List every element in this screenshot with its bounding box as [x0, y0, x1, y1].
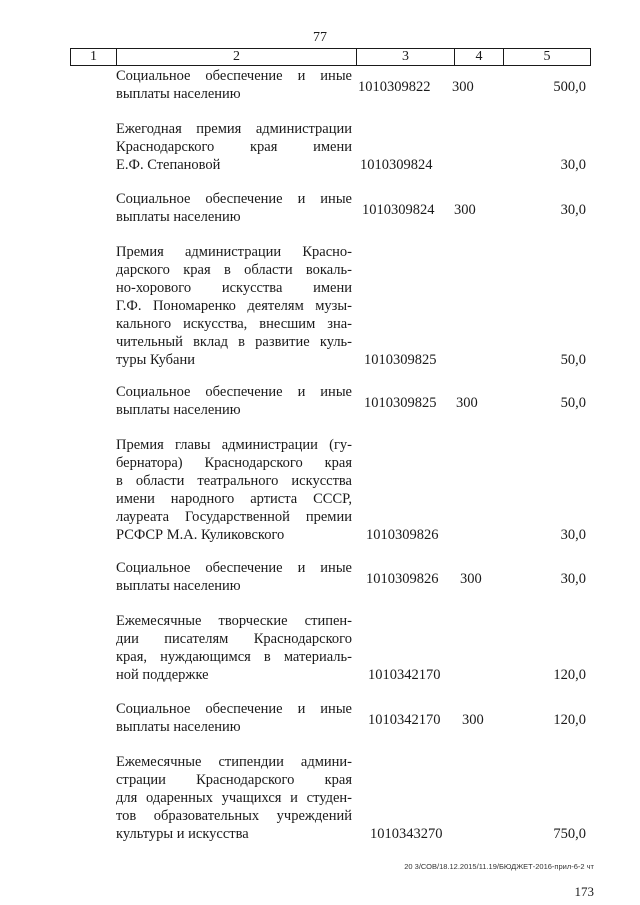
- row-code: 1010342170: [368, 667, 441, 683]
- row-amount: 50,0: [560, 352, 586, 368]
- row-description: [116, 612, 352, 684]
- row-amount: 30,0: [560, 202, 586, 218]
- description-line: для одаренных учащихся и студен-: [116, 790, 352, 806]
- description-line: Ежемесячные творческие стипен-: [116, 613, 352, 629]
- description-line: Ежемесячные стипендии админи-: [116, 754, 352, 770]
- description-line: Е.Ф. Степановой: [116, 157, 221, 173]
- column-header-5: 5: [543, 49, 551, 64]
- description-line: в области театрального искусства: [116, 473, 352, 489]
- description-line: но-хорового искусства имени: [116, 280, 352, 296]
- row-code: 1010309822: [358, 79, 431, 95]
- row-code: 1010309824: [360, 157, 433, 173]
- row-amount: 50,0: [560, 395, 586, 411]
- row-description: [116, 700, 352, 736]
- row-amount: 120,0: [553, 667, 586, 683]
- column-header-row: [70, 48, 591, 66]
- column-header-1: 1: [71, 49, 117, 65]
- description-line: выплаты населению: [116, 402, 241, 418]
- column-header-2: 2: [117, 49, 357, 65]
- page-number-bottom: 173: [574, 884, 594, 899]
- description-line: Социальное обеспечение и иные: [116, 191, 352, 207]
- row-description: [116, 190, 352, 226]
- row-code: 1010309826: [366, 527, 439, 543]
- description-line: лауреата Государственной премии: [116, 509, 352, 525]
- row-code: 1010309826: [366, 571, 439, 587]
- description-line: Краснодарского края имени: [116, 139, 352, 155]
- row-amount: 30,0: [560, 571, 586, 587]
- row-expense-type: 300: [454, 202, 476, 218]
- row-description: [116, 753, 352, 843]
- row-code: 1010343270: [370, 826, 443, 842]
- row-expense-type: 300: [456, 395, 478, 411]
- description-line: края, нуждающимся в материаль-: [116, 649, 352, 665]
- description-line: выплаты населению: [116, 578, 241, 594]
- column-header-3: 3: [357, 49, 455, 65]
- description-line: культуры и искусства: [116, 826, 249, 842]
- row-description: [116, 243, 352, 369]
- row-amount: 30,0: [560, 527, 586, 543]
- row-description: [116, 383, 352, 419]
- row-amount: 30,0: [560, 157, 586, 173]
- description-line: Социальное обеспечение и иные: [116, 701, 352, 717]
- description-line: Ежегодная премия администрации: [116, 121, 352, 137]
- description-line: дии писателям Краснодарского: [116, 631, 352, 647]
- row-expense-type: 300: [460, 571, 482, 587]
- document-footer-code: 20 3/СОВ/18.12.2015/11.19/БЮДЖЕТ-2016-прил-6-2 чт: [404, 862, 594, 871]
- description-line: дарского края в области вокаль-: [116, 262, 352, 278]
- row-amount: 750,0: [553, 826, 586, 842]
- row-amount: 500,0: [553, 79, 586, 95]
- description-line: выплаты населению: [116, 86, 241, 102]
- row-code: 1010309825: [364, 395, 437, 411]
- description-line: Социальное обеспечение и иные: [116, 560, 352, 576]
- row-code: 1010309824: [362, 202, 435, 218]
- row-code: 1010309825: [364, 352, 437, 368]
- description-line: кального искусства, внесшим зна-: [116, 316, 352, 332]
- description-line: туры Кубани: [116, 352, 195, 368]
- description-line: Г.Ф. Пономаренко деятелям музы-: [116, 298, 352, 314]
- description-line: чительный вклад в развитие куль-: [116, 334, 352, 350]
- description-line: имени народного артиста СССР,: [116, 491, 352, 507]
- row-description: [116, 559, 352, 595]
- row-expense-type: 300: [462, 712, 484, 728]
- description-line: ной поддержке: [116, 667, 209, 683]
- row-description: [116, 436, 352, 544]
- description-line: выплаты населению: [116, 719, 241, 735]
- page-number-top: 77: [313, 30, 327, 45]
- row-code: 1010342170: [368, 712, 441, 728]
- row-expense-type: 300: [452, 79, 474, 95]
- column-header-4: 4: [455, 49, 504, 65]
- description-line: бернатора) Краснодарского края: [116, 455, 352, 471]
- description-line: РСФСР М.А. Куликовского: [116, 527, 285, 543]
- description-line: страции Краснодарского края: [116, 772, 352, 788]
- row-description: [116, 120, 352, 174]
- description-line: тов образовательных учреждений: [116, 808, 352, 824]
- description-line: Социальное обеспечение и иные: [116, 384, 352, 400]
- description-line: Премия администрации Красно-: [116, 244, 352, 260]
- description-line: выплаты населению: [116, 209, 241, 225]
- description-line: Социальное обеспечение и иные: [116, 68, 352, 84]
- row-amount: 120,0: [553, 712, 586, 728]
- row-description: [116, 67, 352, 103]
- description-line: Премия главы администрации (гу-: [116, 437, 352, 453]
